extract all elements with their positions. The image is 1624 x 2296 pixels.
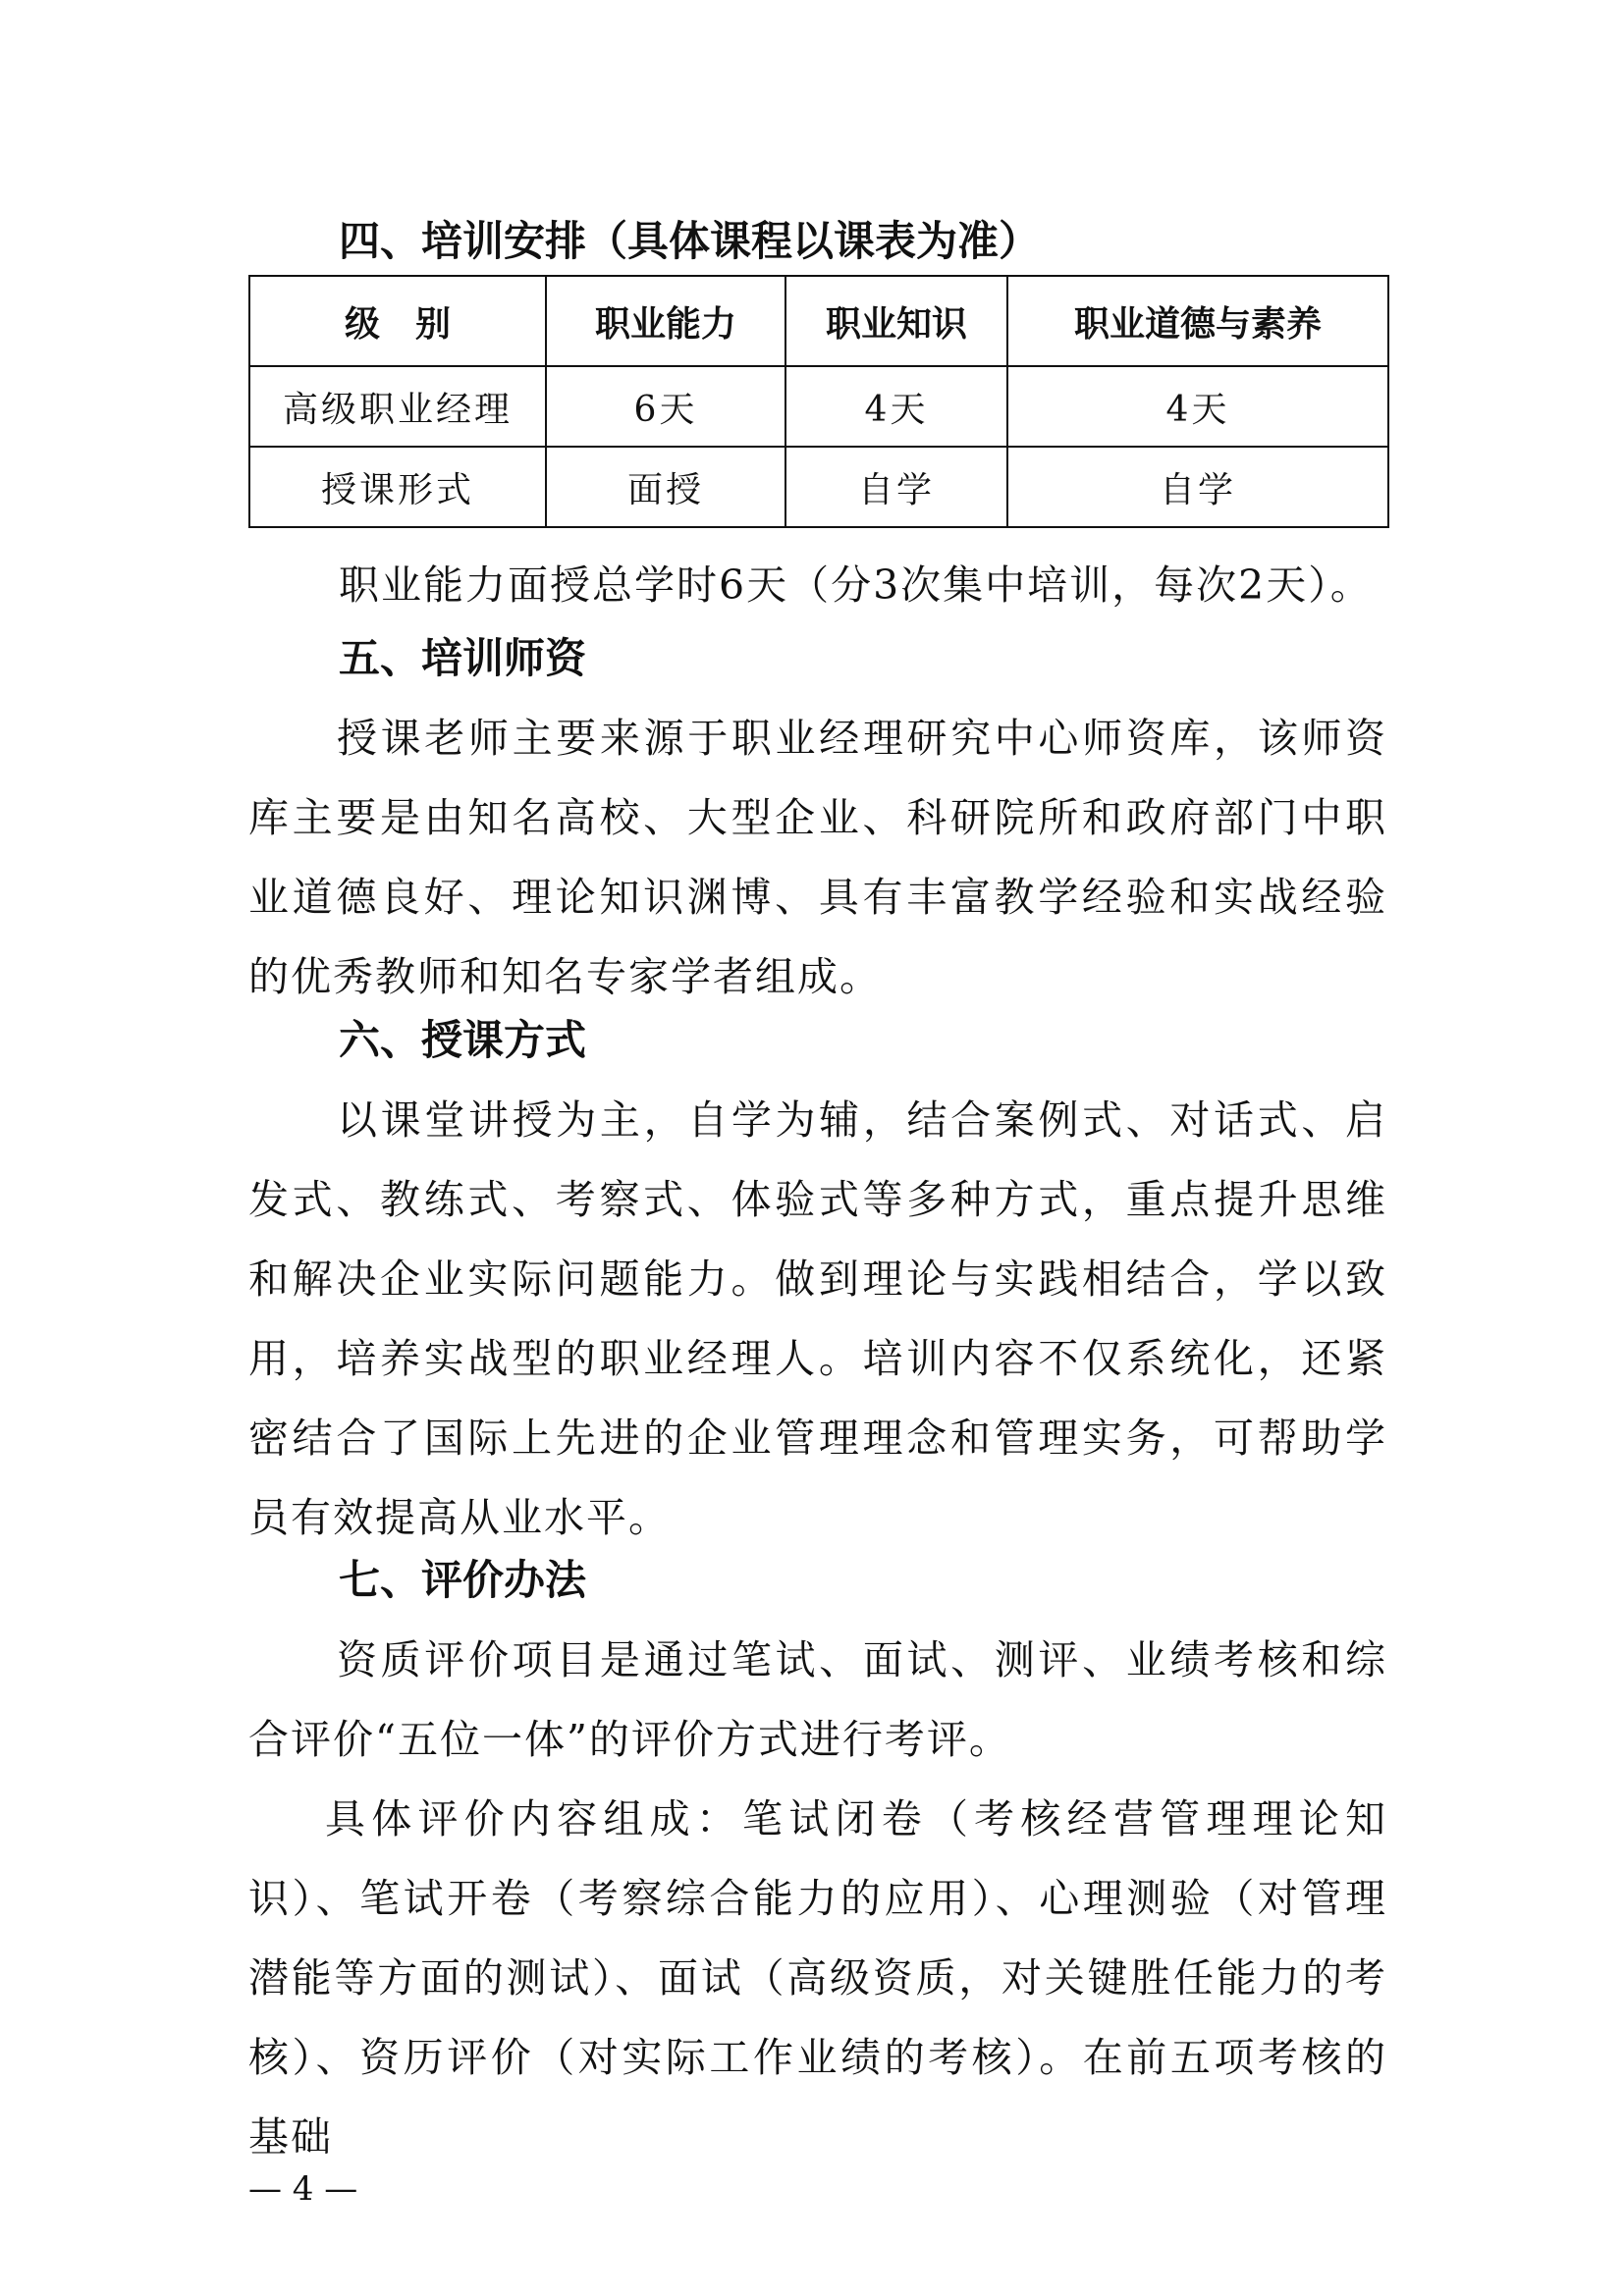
table-header-row — [249, 276, 1388, 366]
paragraph-teachers: 授课老师主要来源于职业经理研究中心师资库，该师资库主要是由知名高校、大型企业、科研院所和政府部门中职业道德良好、理论知识渊博、具有丰富教学经验和实战经验的优秀教师和知名专家学者组成。 — [248, 715, 1387, 1000]
paragraph-teaching-mode: 以课堂讲授为主，自学为辅，结合案例式、对话式、启发式、教练式、考察式、体验式等多种方式，重点提升思维和解决企业实际问题能力。做到理论与实践相结合，学以致用，培养实战型的职业经理人。培训内容不仅系统化，还紧密结合了国际上先进的企业管理理念和管理实务，可帮助学员有效提高从业水平。 — [248, 1096, 1387, 1541]
table-cell: 高级职业经理 — [249, 366, 546, 447]
header-ethics-and-literacy: 职业道德与素养 — [1007, 276, 1388, 366]
training-schedule-table — [248, 275, 1389, 528]
header-professional-ability: 职业能力 — [546, 276, 785, 366]
header-level: 级 别 — [249, 276, 546, 366]
paragraph-training-hours: 职业能力面授总学时6天（分3次集中培训，每次2天）。 — [339, 561, 1373, 609]
table-cell: 4天 — [1007, 366, 1388, 447]
table-cell: 面授 — [546, 447, 785, 527]
section-title-teachers: 五、培训师资 — [339, 634, 587, 682]
table-cell: 自学 — [1007, 447, 1388, 527]
section-title-evaluation: 七、评价办法 — [339, 1556, 587, 1604]
table-cell: 6天 — [546, 366, 785, 447]
paragraph-evaluation-overview: 资质评价项目是通过笔试、面试、测评、业绩考核和综合评价“五位一体”的评价方式进行考评。 — [248, 1636, 1387, 1763]
table-cell: 自学 — [785, 447, 1007, 527]
table-row — [249, 366, 1388, 447]
section-title-training-schedule: 四、培训安排（具体课程以课表为准） — [339, 217, 1041, 265]
paragraph-evaluation-details: 具体评价内容组成：笔试闭卷（考核经营管理理论知识）、笔试开卷（考察综合能力的应用）、心理测验（对管理潜能等方面的测试）、面试（高级资质，对关键胜任能力的考核）、资历评价（对实际工作业绩的考核）。在前五项考核的基础 — [248, 1795, 1387, 2161]
table-cell: 4天 — [785, 366, 1007, 447]
table-row — [249, 447, 1388, 527]
header-professional-knowledge: 职业知识 — [785, 276, 1007, 366]
page-number: — 4 — — [248, 2169, 358, 2209]
section-title-teaching-mode: 六、授课方式 — [339, 1016, 587, 1064]
table-cell: 授课形式 — [249, 447, 546, 527]
